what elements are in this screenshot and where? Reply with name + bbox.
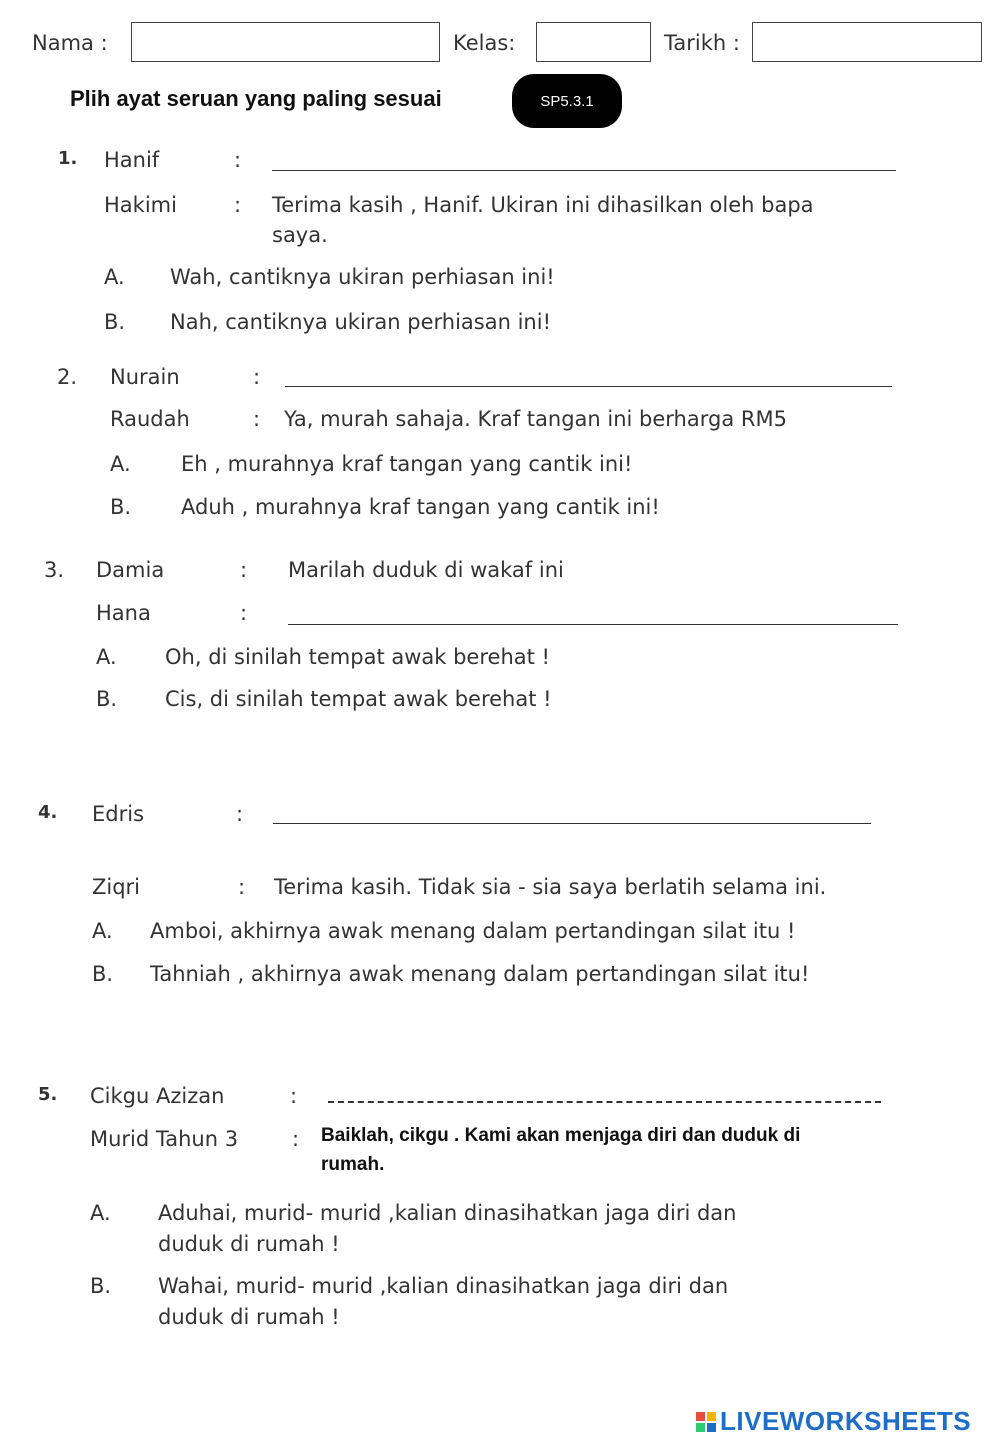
liveworksheets-logo[interactable]	[696, 1406, 971, 1437]
dialogue-line-cont: saya.	[272, 223, 328, 247]
option-a[interactable]: Amboi, akhirnya awak menang dalam pertandingan silat itu !	[150, 919, 796, 943]
colon: :	[234, 193, 242, 217]
answer-blank[interactable]	[328, 1101, 881, 1103]
answer-blank[interactable]	[272, 170, 896, 171]
nama-label: Nama :	[32, 31, 108, 55]
answer-blank[interactable]	[285, 386, 892, 387]
option-b-label: B.	[104, 310, 126, 334]
colon: :	[240, 601, 248, 625]
dialogue-line: Terima kasih. Tidak sia - sia saya berlatih selama ini.	[274, 875, 827, 899]
speaker-1: Edris	[92, 802, 145, 826]
option-a[interactable]: Aduhai, murid- murid ,kalian dinasihatkan jaga diri dan	[158, 1201, 737, 1225]
dialogue-line: Terima kasih , Hanif. Ukiran ini dihasilkan oleh bapa	[272, 193, 814, 217]
option-b-label: B.	[92, 962, 114, 986]
option-b-cont[interactable]: duduk di rumah !	[158, 1305, 340, 1329]
question-number: 3.	[44, 558, 65, 582]
colon: :	[240, 558, 248, 582]
speaker-2: Hakimi	[104, 193, 177, 217]
option-a-label: A.	[92, 919, 113, 943]
speaker-2: Hana	[96, 601, 151, 625]
speaker-2: Murid Tahun 3	[90, 1127, 239, 1151]
option-b[interactable]: Tahniah , akhirnya awak menang dalam pertandingan silat itu!	[150, 962, 810, 986]
question-number: 4.	[38, 802, 58, 823]
question-number: 1.	[58, 148, 78, 169]
option-a-label: A.	[110, 452, 131, 476]
speaker-2: Raudah	[110, 407, 190, 431]
option-b[interactable]: Wahai, murid- murid ,kalian dinasihatkan jaga diri dan	[158, 1274, 729, 1298]
option-a[interactable]: Wah, cantiknya ukiran perhiasan ini!	[170, 265, 555, 289]
option-a-label: A.	[104, 265, 125, 289]
instruction-title: Plih ayat seruan yang paling sesuai	[70, 86, 442, 111]
kelas-label: Kelas:	[453, 31, 516, 55]
option-b[interactable]: Nah, cantiknya ukiran perhiasan ini!	[170, 310, 551, 334]
speaker-2: Ziqri	[92, 875, 141, 899]
dialogue-line: Baiklah, cikgu . Kami akan menjaga diri dan duduk di	[321, 1125, 801, 1146]
tarikh-label: Tarikh :	[664, 31, 740, 55]
question-number: 2.	[57, 365, 78, 389]
option-b-label: B.	[110, 495, 132, 519]
option-a-label: A.	[96, 645, 117, 669]
option-a[interactable]: Eh , murahnya kraf tangan yang cantik ini!	[181, 452, 633, 476]
nama-input[interactable]	[131, 22, 440, 62]
colon: :	[238, 875, 246, 899]
dialogue-line-cont: rumah.	[321, 1154, 385, 1175]
speaker-1: Hanif	[104, 148, 160, 172]
colon: :	[290, 1084, 298, 1108]
colon: :	[292, 1127, 300, 1151]
brand-name: LIVEWORKSHEETS	[720, 1406, 972, 1436]
colon: :	[236, 802, 244, 826]
colon: :	[253, 407, 261, 431]
grid-logo-icon	[696, 1412, 716, 1432]
colon: :	[253, 365, 261, 389]
answer-blank[interactable]	[288, 624, 898, 625]
speaker-1: Damia	[96, 558, 165, 582]
option-a-cont[interactable]: duduk di rumah !	[158, 1232, 340, 1256]
badge-label: SP5.3.1	[540, 92, 594, 110]
option-b-label: B.	[96, 687, 118, 711]
colon: :	[234, 148, 242, 172]
standard-badge	[512, 74, 622, 128]
option-a-label: A.	[90, 1201, 111, 1225]
dialogue-line: Ya, murah sahaja. Kraf tangan ini berharga RM5	[284, 407, 787, 431]
option-b-label: B.	[90, 1274, 112, 1298]
option-b[interactable]: Aduh , murahnya kraf tangan yang cantik ini!	[181, 495, 660, 519]
answer-blank[interactable]	[273, 823, 871, 824]
option-a[interactable]: Oh, di sinilah tempat awak berehat !	[165, 645, 550, 669]
dialogue-line: Marilah duduk di wakaf ini	[288, 558, 564, 582]
kelas-input[interactable]	[536, 22, 651, 62]
question-number: 5.	[38, 1084, 58, 1105]
tarikh-input[interactable]	[752, 22, 982, 62]
option-b[interactable]: Cis, di sinilah tempat awak berehat !	[165, 687, 552, 711]
speaker-1: Cikgu Azizan	[90, 1084, 225, 1108]
speaker-1: Nurain	[110, 365, 180, 389]
